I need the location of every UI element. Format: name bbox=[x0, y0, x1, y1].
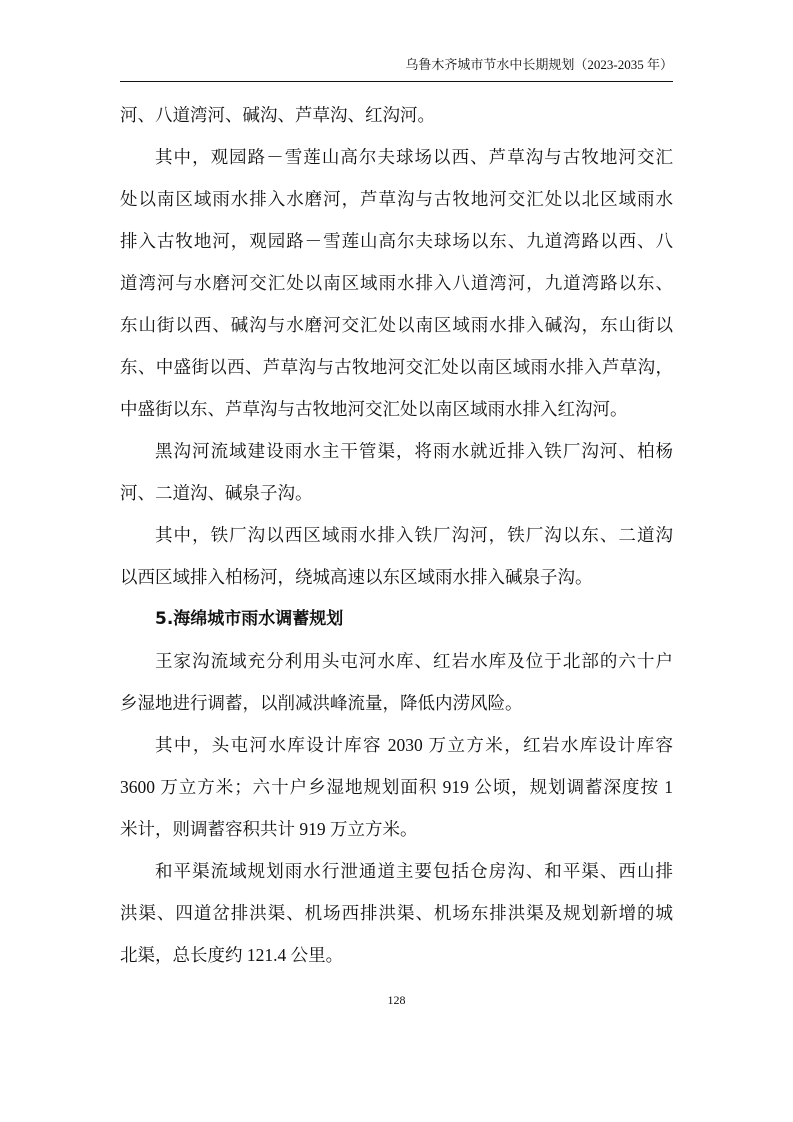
paragraph-line: 米计，则调蓄容积共计 919 万立方米。 bbox=[120, 819, 418, 839]
paragraph-line: 其中，头屯河水库设计库容 2030 万立方米，红岩水库设计库容 bbox=[155, 735, 673, 755]
page-number: 128 bbox=[387, 993, 406, 1007]
page-body bbox=[120, 94, 673, 976]
paragraph-line: 河、二道沟、碱泉子沟。 bbox=[120, 483, 313, 503]
paragraph-line: 洪渠、四道岔排洪渠、机场西排洪渠、机场东排洪渠及规划新增的城 bbox=[120, 903, 673, 923]
paragraph-line: 王家沟流域充分利用头屯河水库、红岩水库及位于北部的六十户 bbox=[155, 651, 673, 671]
paragraph-line: 道湾河与水磨河交汇处以南区域雨水排入八道湾河，九道湾路以东、 bbox=[120, 273, 673, 293]
body-paragraph bbox=[120, 724, 673, 850]
paragraph-line: 乡湿地进行调蓄，以削减洪峰流量，降低内涝风险。 bbox=[120, 693, 523, 713]
paragraph-line: 3600 万立方米；六十户乡湿地规划面积 919 公顷，规划调蓄深度按 1 bbox=[120, 777, 673, 797]
paragraph-line: 和平渠流域规划雨水行泄通道主要包括仓房沟、和平渠、西山排 bbox=[155, 861, 673, 881]
paragraph-line: 东山街以西、碱沟与水磨河交汇处以南区域雨水排入碱沟，东山街以 bbox=[120, 315, 673, 335]
body-paragraph bbox=[120, 640, 673, 724]
paragraph-line: 河、八道湾河、碱沟、芦草沟、红沟河。 bbox=[120, 105, 435, 125]
paragraph-line: 黑沟河流域建设雨水主干管渠，将雨水就近排入铁厂沟河、柏杨 bbox=[155, 441, 673, 461]
paragraph-line: 其中，铁厂沟以西区域雨水排入铁厂沟河，铁厂沟以东、二道沟 bbox=[155, 525, 673, 545]
body-paragraph bbox=[120, 850, 673, 976]
body-paragraph bbox=[120, 136, 673, 430]
running-header-title: 乌鲁木齐城市节水中长期规划（2023-2035 年） bbox=[405, 57, 673, 72]
paragraph-line: 其中，观园路－雪莲山高尔夫球场以西、芦草沟与古牧地河交汇 bbox=[155, 147, 673, 167]
header-divider bbox=[120, 81, 673, 82]
body-paragraph bbox=[120, 94, 673, 136]
paragraph-line: 处以南区域雨水排入水磨河，芦草沟与古牧地河交汇处以北区域雨水 bbox=[120, 189, 673, 209]
paragraph-line: 排入古牧地河，观园路－雪莲山高尔夫球场以东、九道湾路以西、八 bbox=[120, 231, 673, 251]
paragraph-line: 东、中盛街以西、芦草沟与古牧地河交汇处以南区域雨水排入芦草沟， bbox=[120, 357, 673, 377]
paragraph-line: 中盛街以东、芦草沟与古牧地河交汇处以南区域雨水排入红沟河。 bbox=[120, 399, 628, 419]
paragraph-line: 北渠，总长度约 121.4 公里。 bbox=[120, 945, 344, 965]
paragraph-line: 以西区域排入柏杨河，绕城高速以东区域雨水排入碱泉子沟。 bbox=[120, 567, 593, 587]
section-heading: 5.海绵城市雨水调蓄规划 bbox=[155, 609, 344, 629]
body-paragraph bbox=[120, 514, 673, 598]
body-paragraph bbox=[120, 430, 673, 514]
